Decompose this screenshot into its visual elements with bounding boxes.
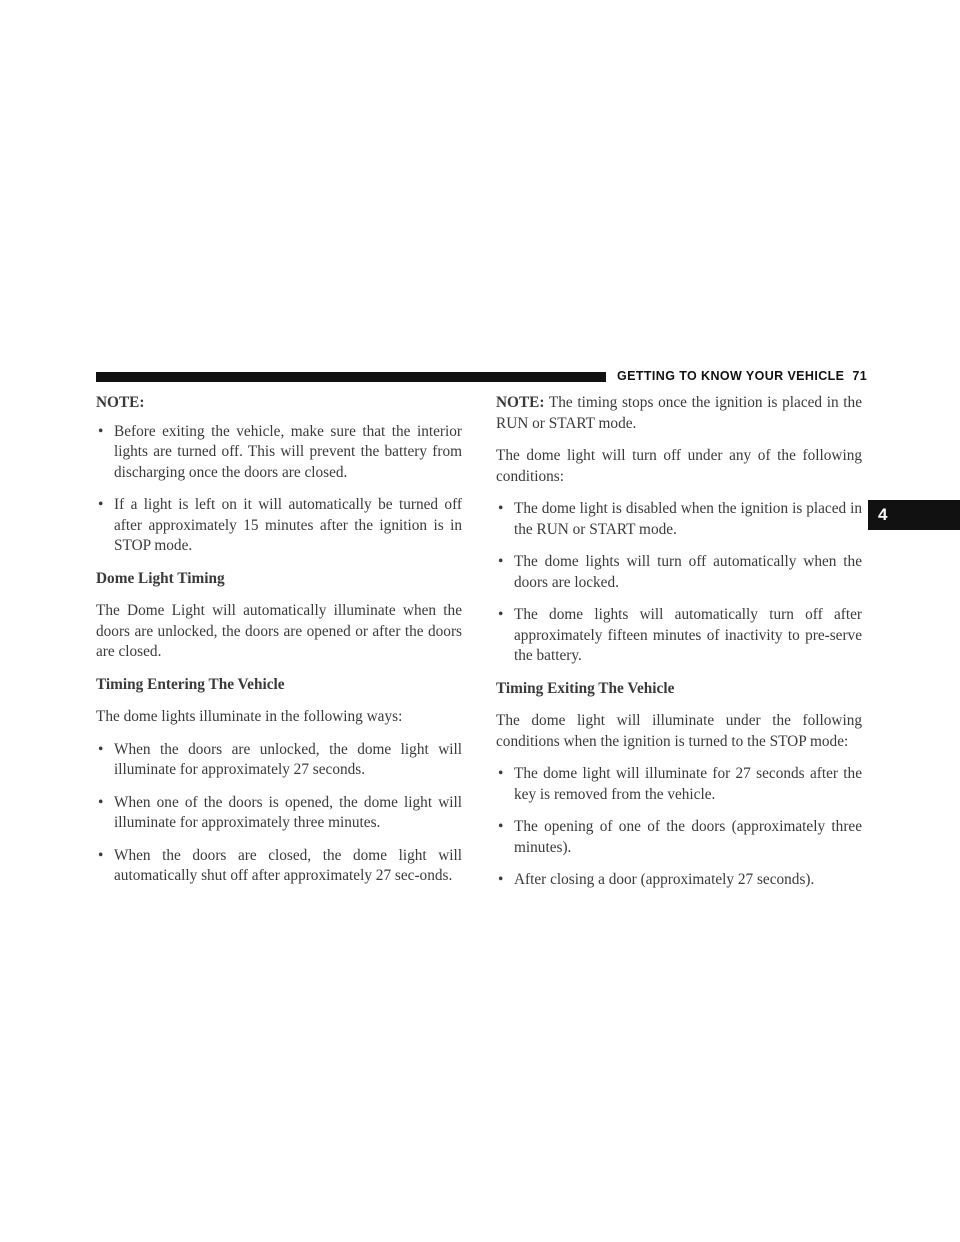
paragraph: The dome light will illuminate under the following conditions when the ignition is turned to the STOP mode: — [496, 712, 862, 750]
bullet-icon: • — [98, 793, 104, 811]
paragraph: The Dome Light will automatically illuminate when the doors are unlocked, the doors are opened or after the doors are closed. — [96, 602, 462, 660]
running-header — [617, 369, 867, 383]
entering-bullet-list — [96, 740, 462, 887]
bullet-icon: • — [98, 422, 104, 440]
bullet-icon: • — [98, 740, 104, 758]
paragraph: The dome light will turn off under any of the following conditions: — [496, 447, 862, 485]
paragraph: The dome lights illuminate in the following ways: — [96, 708, 403, 725]
bullet-icon: • — [498, 765, 504, 782]
chapter-tab: 4 — [868, 500, 960, 530]
page-number: 71 — [852, 369, 868, 383]
list-item: • If a light is left on it will automatically be turned off after approximately 15 minutes after the ignition is in STOP mode. — [98, 496, 462, 554]
list-item: • The dome light will illuminate for 27 seconds after the key is removed from the vehicle. — [498, 765, 862, 803]
header-rule — [96, 372, 606, 382]
section-heading-timing-exiting: Timing Exiting The Vehicle — [496, 679, 675, 697]
left-column — [96, 393, 462, 899]
note-paragraph: NOTE: The timing stops once the ignition is placed in the RUN or START mode. — [496, 394, 862, 432]
exiting-bullet-list — [496, 764, 862, 891]
off-bullet-list — [496, 499, 862, 667]
header-title: GETTING TO KNOW YOUR VEHICLE — [617, 369, 845, 383]
list-item: • When the doors are unlocked, the dome light will illuminate for approximately 27 seconds. — [98, 740, 462, 778]
bullet-icon: • — [98, 496, 104, 513]
note-label: NOTE: — [496, 394, 545, 411]
list-item: • When the doors are closed, the dome light will automatically shut off after approximately 27 sec-onds. — [98, 846, 462, 884]
bullet-icon: • — [98, 846, 104, 864]
list-item: • The dome lights will automatically turn off after approximately fifteen minutes of inactivity to pre-serve the battery. — [498, 606, 862, 664]
note-bullet-list — [96, 422, 462, 557]
list-item: • When one of the doors is opened, the dome light will illuminate for approximately three minutes. — [98, 793, 462, 831]
bullet-icon: • — [498, 818, 504, 835]
section-heading-dome-light-timing: Dome Light Timing — [96, 569, 225, 587]
list-item: • The dome lights will turn off automatically when the doors are locked. — [498, 553, 862, 591]
list-item: • The opening of one of the doors (approximately three minutes). — [498, 818, 862, 856]
bullet-icon: • — [498, 606, 504, 623]
list-item: • The dome light is disabled when the ignition is placed in the RUN or START mode. — [498, 500, 862, 538]
note-label: NOTE: — [96, 394, 145, 411]
bullet-icon: • — [498, 500, 504, 517]
right-column — [496, 393, 862, 903]
list-item: • Before exiting the vehicle, make sure that the interior lights are turned off. This will prevent the battery from discharging once the doors are closed. — [98, 422, 462, 481]
list-item: • After closing a door (approximately 27 seconds). — [496, 870, 862, 891]
bullet-icon: • — [498, 871, 504, 888]
bullet-icon: • — [498, 553, 504, 570]
section-heading-timing-entering: Timing Entering The Vehicle — [96, 675, 285, 693]
